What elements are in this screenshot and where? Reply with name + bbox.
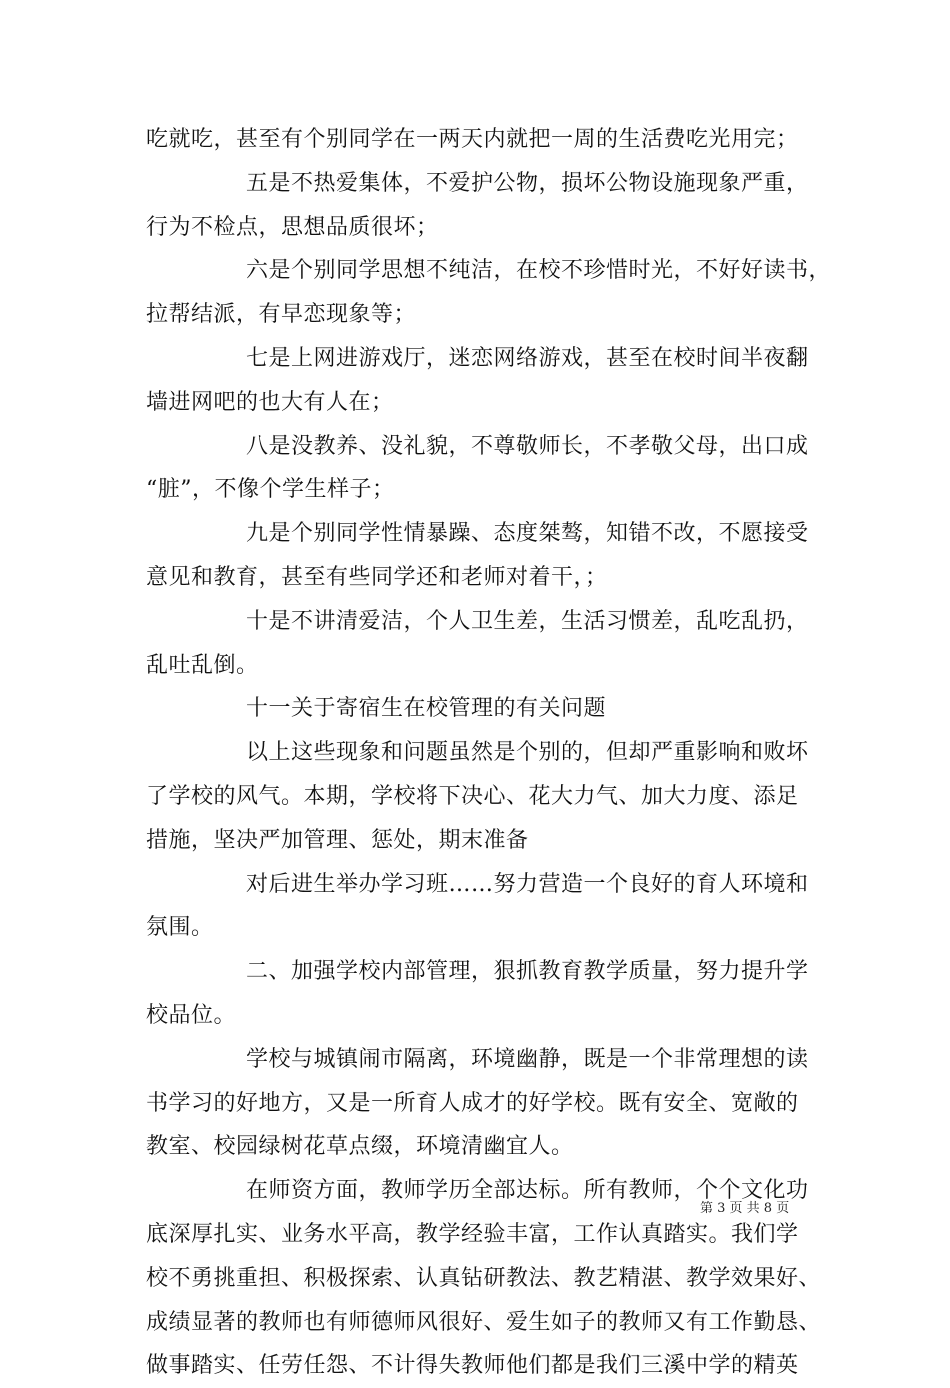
text-line: 教室、校园绿树花草点缀，环境清幽宜人。 — [146, 1134, 574, 1160]
text-line: 行为不检点，思想品质很坏； — [146, 214, 439, 240]
text-line: 做事踏实、任劳任怨、不计得失教师他们都是我们三溪中学的精英 — [146, 1353, 799, 1379]
text-line: 二、加强学校内部管理，狠抓教育教学质量，努力提升学 — [246, 959, 809, 985]
text-line: 校不勇挑重担、积极探索、认真钻研教法、教艺精湛、教学效果好、 — [146, 1265, 822, 1291]
text-line: “脏”，不像个学生样子； — [146, 477, 395, 503]
text-line: 九是个别同学性情暴躁、态度桀骜，知错不改，不愿接受 — [246, 521, 809, 547]
text-line: 乱吐乱倒。 — [146, 652, 259, 678]
text-line: 在师资方面，教师学历全部达标。所有教师，个个文化功 — [246, 1178, 809, 1204]
text-line: 了学校的风气。本期，学校将下决心、花大力气、加大力度、添足 — [146, 783, 799, 809]
text-line: 十一关于寄宿生在校管理的有关问题 — [246, 696, 607, 722]
text-line: 五是不热爱集体，不爱护公物，损坏公物设施现象严重， — [246, 170, 809, 196]
text-line: 拉帮结派，有早恋现象等； — [146, 302, 417, 328]
text-line: 意见和教育，甚至有些同学还和老师对着干，； — [146, 564, 608, 590]
text-line: 校品位。 — [146, 1002, 237, 1028]
text-line: 六是个别同学思想不纯洁，在校不珍惜时光，不好好读书， — [246, 258, 832, 284]
text-line: 八是没教养、没礼貌，不尊敬师长，不孝敬父母，出口成 — [246, 433, 809, 459]
text-line: 底深厚扎实、业务水平高，教学经验丰富，工作认真踏实。我们学 — [146, 1221, 799, 1247]
text-line: 书学习的好地方，又是一所育人成才的好学校。既有安全、宽敞的 — [146, 1090, 799, 1116]
page-number: 第 3 页 共 8 页 — [700, 1201, 790, 1216]
text-line: 以上这些现象和问题虽然是个别的，但却严重影响和败坏 — [246, 740, 809, 766]
text-line: 七是上网进游戏厅，迷恋网络游戏，甚至在校时间半夜翻 — [246, 345, 809, 371]
document-body — [146, 118, 832, 1388]
text-line: 措施，坚决严加管理、惩处，期末准备 — [146, 827, 529, 853]
text-line: 墙进网吧的也大有人在； — [146, 389, 394, 415]
text-line: 成绩显著的教师也有师德师风很好、爱生如子的教师又有工作勤恳、 — [146, 1309, 822, 1335]
text-line: 吃就吃，甚至有个别同学在一两天内就把一周的生活费吃光用完； — [146, 127, 799, 152]
text-line: 十是不讲清爱洁，个人卫生差，生活习惯差，乱吃乱扔， — [246, 608, 809, 634]
text-line: 氛围。 — [146, 915, 214, 941]
text-line: 学校与城镇闹市隔离，环境幽静，既是一个非常理想的读 — [246, 1046, 809, 1072]
text-line: 对后进生举办学习班……努力营造一个良好的育人环境和 — [246, 871, 809, 897]
